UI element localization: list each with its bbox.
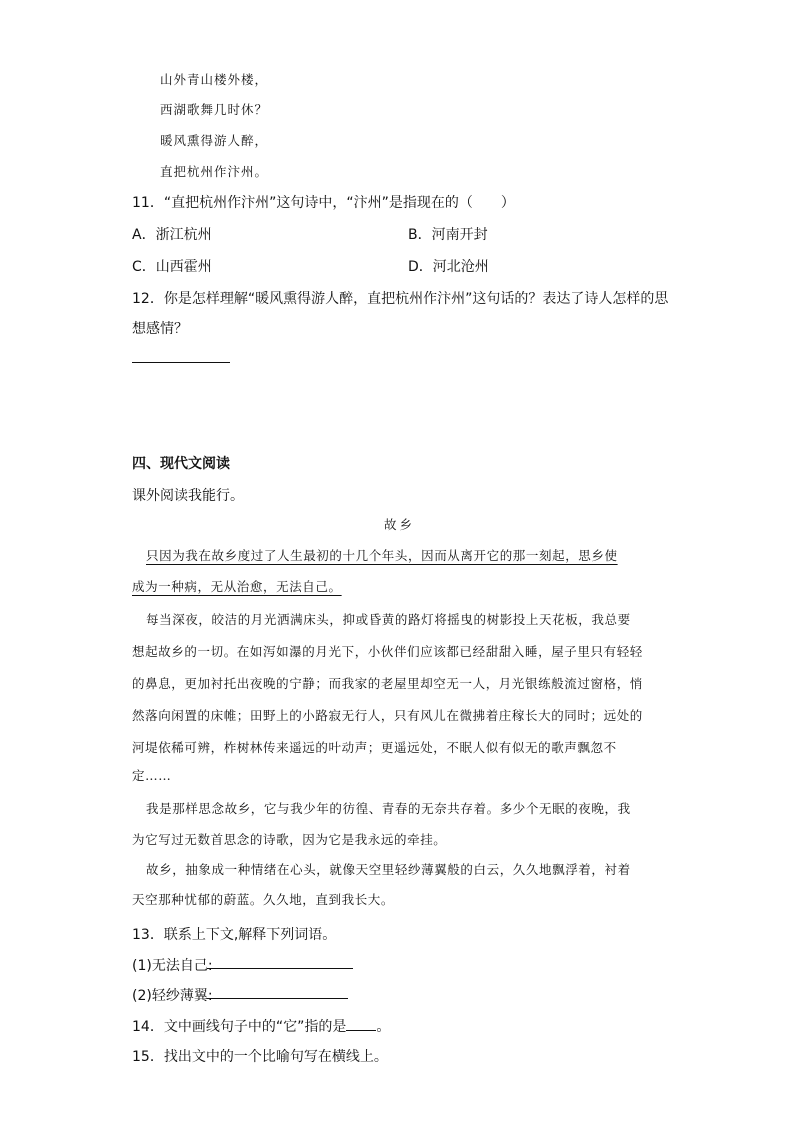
poem-line: 山外青山楼外楼，: [160, 72, 269, 87]
underlined-sentence: 只因为我在故乡度过了人生最初的十几个年头，因而从离开它的那一刻起，思乡使: [146, 548, 618, 563]
answer-blank-q14: [346, 1018, 376, 1031]
question-12-stem-cont: 想感情？: [132, 321, 188, 337]
section-heading: 四、现代文阅读: [132, 456, 230, 472]
section-intro: 课外阅读我能行。: [132, 488, 244, 504]
poem-line: 暖风熏得游人醉，: [160, 133, 269, 148]
passage-line: 定……: [132, 768, 172, 783]
question-11-stem: 11．“直把杭州作汴州”这句诗中，“汴州”是指现在的（ ）: [132, 195, 515, 211]
poem-line: 直把杭州作汴州。: [160, 164, 269, 179]
poem-line: 西湖歌舞几时休？: [160, 102, 269, 117]
question-13-item-2: (2)轻纱薄翼:: [132, 988, 213, 1004]
question-13-stem: 13．联系上下文,解释下列词语。: [132, 927, 337, 943]
question-11-option-c: C．山西霍州: [132, 259, 212, 275]
question-14-stem: [132, 1016, 390, 1036]
question-11-option-a: A．浙江杭州: [132, 227, 212, 243]
passage-title: 故乡: [384, 517, 416, 532]
question-13-item-1: (1)无法自己:: [132, 958, 213, 974]
passage-line: 故乡，抽象成一种情绪在心头，就像天空里轻纱薄翼般的白云，久久地飘浮着，衬着: [146, 862, 631, 877]
passage-line: 然落向闲置的床帷；田野上的小路寂无行人，只有风儿在微拂着庄稼长大的同时；远处的: [132, 708, 643, 723]
question-11-option-b: B．河南开封: [408, 227, 488, 243]
passage-line: 河堤依稀可辨，柞树林传来遥远的叶动声；更遥远处，不眠人似有似无的歌声飘忽不: [132, 740, 617, 755]
underlined-sentence: 成为一种病，无从治愈，无法自己。: [132, 579, 342, 594]
question-11-option-d: D．河北沧州: [408, 259, 489, 275]
answer-blank-q12: [132, 362, 230, 363]
question-14-suffix: 。: [376, 1019, 391, 1035]
question-12-stem: 12．你是怎样理解“暖风熏得游人醉，直把杭州作汴州”这句话的？表达了诗人怎样的思: [132, 291, 669, 307]
passage-line: 天空那种忧郁的蔚蓝。久久地，直到我长大。: [132, 892, 395, 907]
passage-line: 每当深夜，皎洁的月光洒满床头，抑或昏黄的路灯将摇曳的树影投上天花板，我总要: [146, 612, 631, 627]
passage-line: 的鼻息，更加衬托出夜晚的宁静；而我家的老屋里却空无一人，月光银练般流过窗格，悄: [132, 676, 643, 691]
answer-blank-q13-2: [207, 998, 348, 999]
passage-line: 我是那样思念故乡，它与我少年的彷徨、青春的无奈共存着。多少个无眠的夜晚，我: [146, 801, 631, 816]
question-14-prefix: 14．文中画线句子中的“它”指的是: [132, 1019, 347, 1035]
question-15-stem: 15．找出文中的一个比喻句写在横线上。: [132, 1049, 388, 1065]
passage-line: 为它写过无数首思念的诗歌，因为它是我永远的牵挂。: [132, 832, 447, 847]
passage-line: 想起故乡的一切。在如泻如瀑的月光下，小伙伴们应该都已经甜甜入睡，屋子里只有轻轻: [132, 644, 643, 659]
answer-blank-q13-1: [207, 968, 353, 969]
